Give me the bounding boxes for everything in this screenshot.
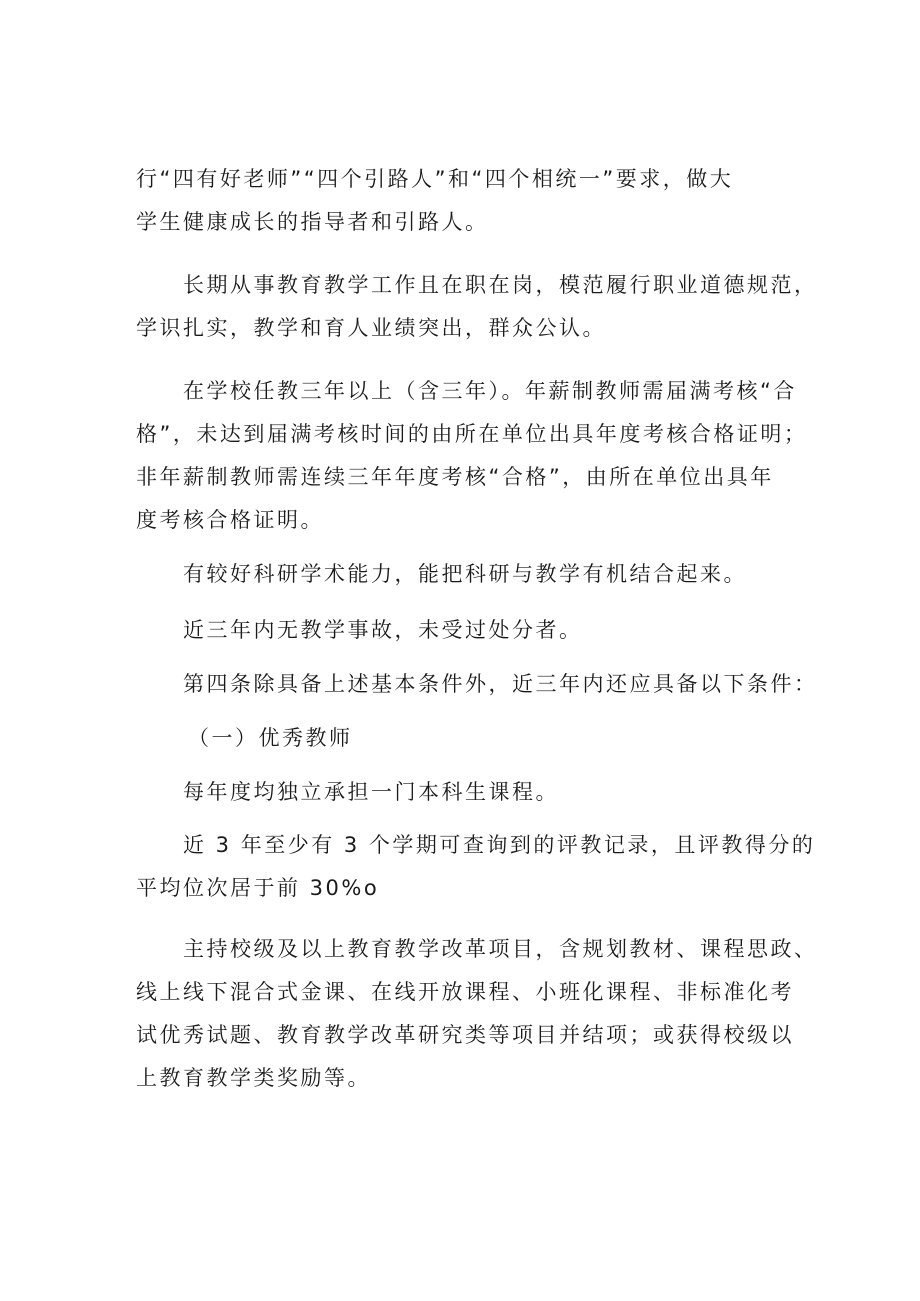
text-line: 格”，未达到届满考核时间的由所在单位出具年度考核合格证明；	[136, 422, 808, 446]
paragraph-undergraduate-course	[136, 771, 788, 814]
paragraph-evaluation-records	[136, 824, 816, 910]
text-line: 试优秀试题、教育教学改革研究类等项目并结项；或获得校级以	[136, 1023, 794, 1047]
text-line: 学生健康成长的指导者和引路人。	[136, 210, 489, 234]
text-line: 近三年内无教学事故，未受过处分者。	[183, 618, 583, 642]
text-line: 度考核合格证明。	[136, 508, 324, 532]
text-line: 长期从事教育教学工作且在职在岗，模范履行职业道德规范，	[183, 273, 818, 297]
text-line: 线上线下混合式金课、在线开放课程、小班化课程、非标准化考	[136, 980, 794, 1004]
paragraph-teacher-requirements	[136, 158, 788, 244]
text-line: 学识扎实，教学和育人业绩突出，群众公认。	[136, 316, 606, 340]
text-line: 在学校任教三年以上（含三年）。年薪制教师需届满考核“合	[183, 379, 797, 403]
text-line: 行“四有好老师”“四个引路人”和“四个相统一”要求，做大	[136, 167, 734, 191]
paragraph-long-term-service	[136, 264, 818, 350]
paragraph-article-four	[136, 663, 818, 706]
text-line: 近 3 年至少有 3 个学期可查询到的评教记录，且评教得分的	[183, 833, 816, 857]
text-line: 主持校级及以上教育教学改革项目，含规划教材、课程思政、	[183, 937, 818, 961]
section-heading-excellent-teacher	[136, 717, 788, 760]
text-line: 有较好科研学术能力，能把科研与教学有机结合起来。	[183, 562, 747, 586]
text-line: （一）优秀教师	[188, 726, 353, 750]
text-line: 每年度均独立承担一门本科生课程。	[183, 780, 559, 804]
text-line: 上教育教学类奖励等。	[136, 1066, 371, 1090]
text-line: 第四条除具备上述基本条件外，近三年内还应具备以下条件：	[183, 672, 818, 696]
paragraph-reform-projects	[136, 928, 818, 1100]
paragraph-no-incidents	[136, 609, 788, 652]
text-line: 非年薪制教师需连续三年年度考核“合格”，由所在单位出具年	[136, 465, 774, 489]
paragraph-teaching-tenure	[136, 370, 808, 542]
paragraph-research-ability	[136, 553, 788, 596]
text-line: 平均位次居于前 30%o	[136, 876, 380, 900]
